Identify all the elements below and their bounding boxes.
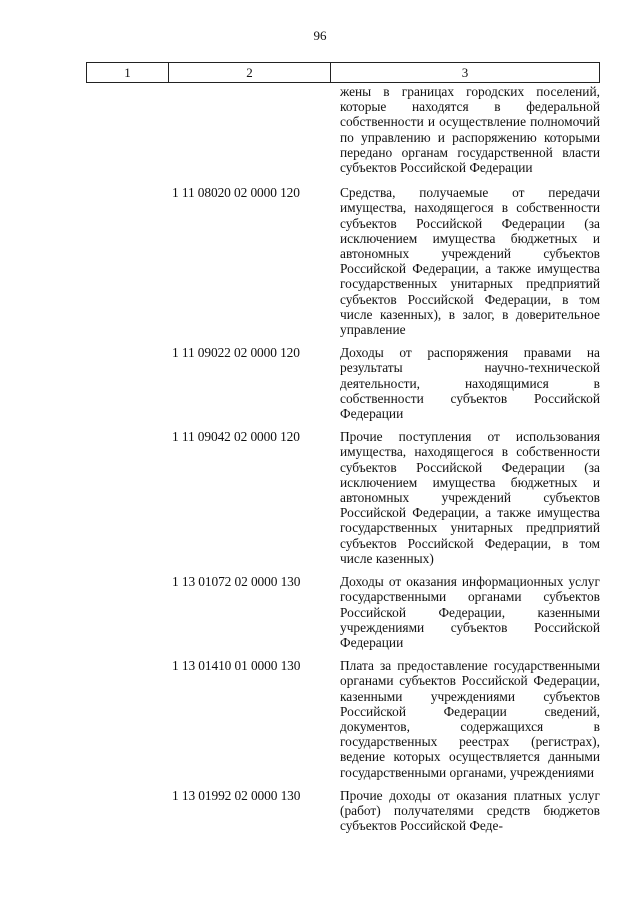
row-code: 1 13 01410 01 0000 130 (172, 658, 301, 674)
row-code: 1 11 09022 02 0000 120 (172, 345, 300, 361)
table-row (86, 429, 600, 566)
row-code: 1 11 09042 02 0000 120 (172, 429, 300, 445)
header-column-3: 3 (461, 64, 469, 80)
row-code: 1 13 01992 02 0000 130 (172, 787, 301, 803)
table-header (86, 62, 600, 83)
row-code: 1 11 08020 02 0000 120 (172, 185, 300, 201)
table-row (86, 658, 600, 780)
header-column-1: 1 (87, 63, 169, 82)
table-row (86, 84, 600, 175)
row-description: Средства, получаемые от передачи имущества, находящегося в собственности субъектов Российской Федерации (за исключением имущества бюджетных и автономных учреждений субъектов Российской Федерации, а также имущества государственных унитарных предприятий субъектов Российской Федерации, в том числе казенных), в залог, в доверительное управление (340, 185, 600, 338)
row-code (168, 84, 340, 175)
row-description: Прочие доходы от оказания платных услуг (работ) получателями средств бюджетов субъектов Российской Феде- (340, 787, 600, 834)
row-description: Плата за предоставление государственными органами субъектов Российской Федерации, казенными учреждениями субъектов Российской Федерации сведений, документов, содержащихся в государственных реестрах (регистрах), ведение которых осуществляется данными государственными органами, учреждениями (340, 658, 600, 780)
header-column-2: 2 (169, 63, 331, 82)
table-row (86, 574, 600, 650)
table-row (86, 185, 600, 337)
row-description: Доходы от оказания информационных услуг государственными органами субъектов Российской Федерации, казенными учреждениями субъектов Российской Федерации (340, 574, 600, 650)
row-description: Доходы от распоряжения правами на результаты научно-технической деятельности, находящимися в собственности субъектов Российской Федерации (340, 345, 600, 422)
page-number: 96 (313, 28, 327, 43)
table-body (86, 84, 600, 841)
table-row (86, 788, 600, 834)
row-code: 1 13 01072 02 0000 130 (172, 574, 301, 590)
row-description: жены в границах городских поселений, которые находятся в федеральной собственности и осуществление полномочий по управлению и распоряжению которыми передано органам государственной власти субъектов Российской Федерации (340, 84, 600, 176)
row-description: Прочие поступления от использования имущества, находящегося в собственности субъектов Российской Федерации (за исключением имущества бюджетных и автономных учреждений субъектов Российской Федерации, а также имущества государственных унитарных предприятий субъектов Российской Федерации, в том числе казенных) (340, 429, 600, 566)
table-row (86, 345, 600, 421)
